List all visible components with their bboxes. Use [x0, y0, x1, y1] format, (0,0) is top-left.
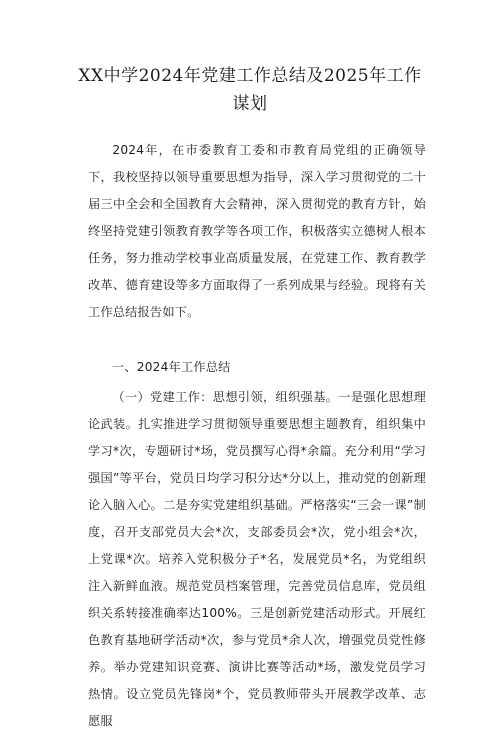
- section-heading: 一、2024年工作总结: [112, 360, 231, 374]
- intro-paragraph: 2024年，在市委教育工委和市教育局党组的正确领导下，我校坚持以领导重要思想为指导，深入学习贯彻党的二十届三中全会和全国教育大会精神，深入贯彻党的教育方针，始终坚持党建引领教育教学等各项工作，积极落实立德树人根本任务，努力推动学校事业高质量发展，在党建工作、教育教学改革、德育建设等多方面取得了一系列成果与经验。现将有关工作总结报告如下。: [88, 143, 426, 319]
- document-title: XX中学2024年党建工作总结及2025年工作谋划: [78, 66, 422, 114]
- body-paragraph: （一）党建工作：思想引领，组织强基。一是强化思想理论武装。扎实推进学习贯彻领导重要思想主题教育，组织集中学习*次，专题研讨*场，党员撰写心得*余篇。充分利用“学习强国”等平台，党员日均学习积分达*分以上，推动党的创新理论入脑入心。二是夯实党建组织基础。严格落实“三会一课”制度，召开支部党员大会*次，支部委员会*次，党小组会*次，上党课*次。培养入党积极分子*名，发展党员*名，为党组织注入新鲜血液。规范党员档案管理，完善党员信息库，党员组织关系转接准确率达100%。三是创新党建活动形式。开展红色教育基地研学活动*次，参与党员*余人次，增强党员党性修养。举办党建知识竞赛、演讲比赛等活动*场，激发党员学习热情。设立党员先锋岗*个，党员教师带头开展教学改革、志愿服: [88, 390, 426, 728]
